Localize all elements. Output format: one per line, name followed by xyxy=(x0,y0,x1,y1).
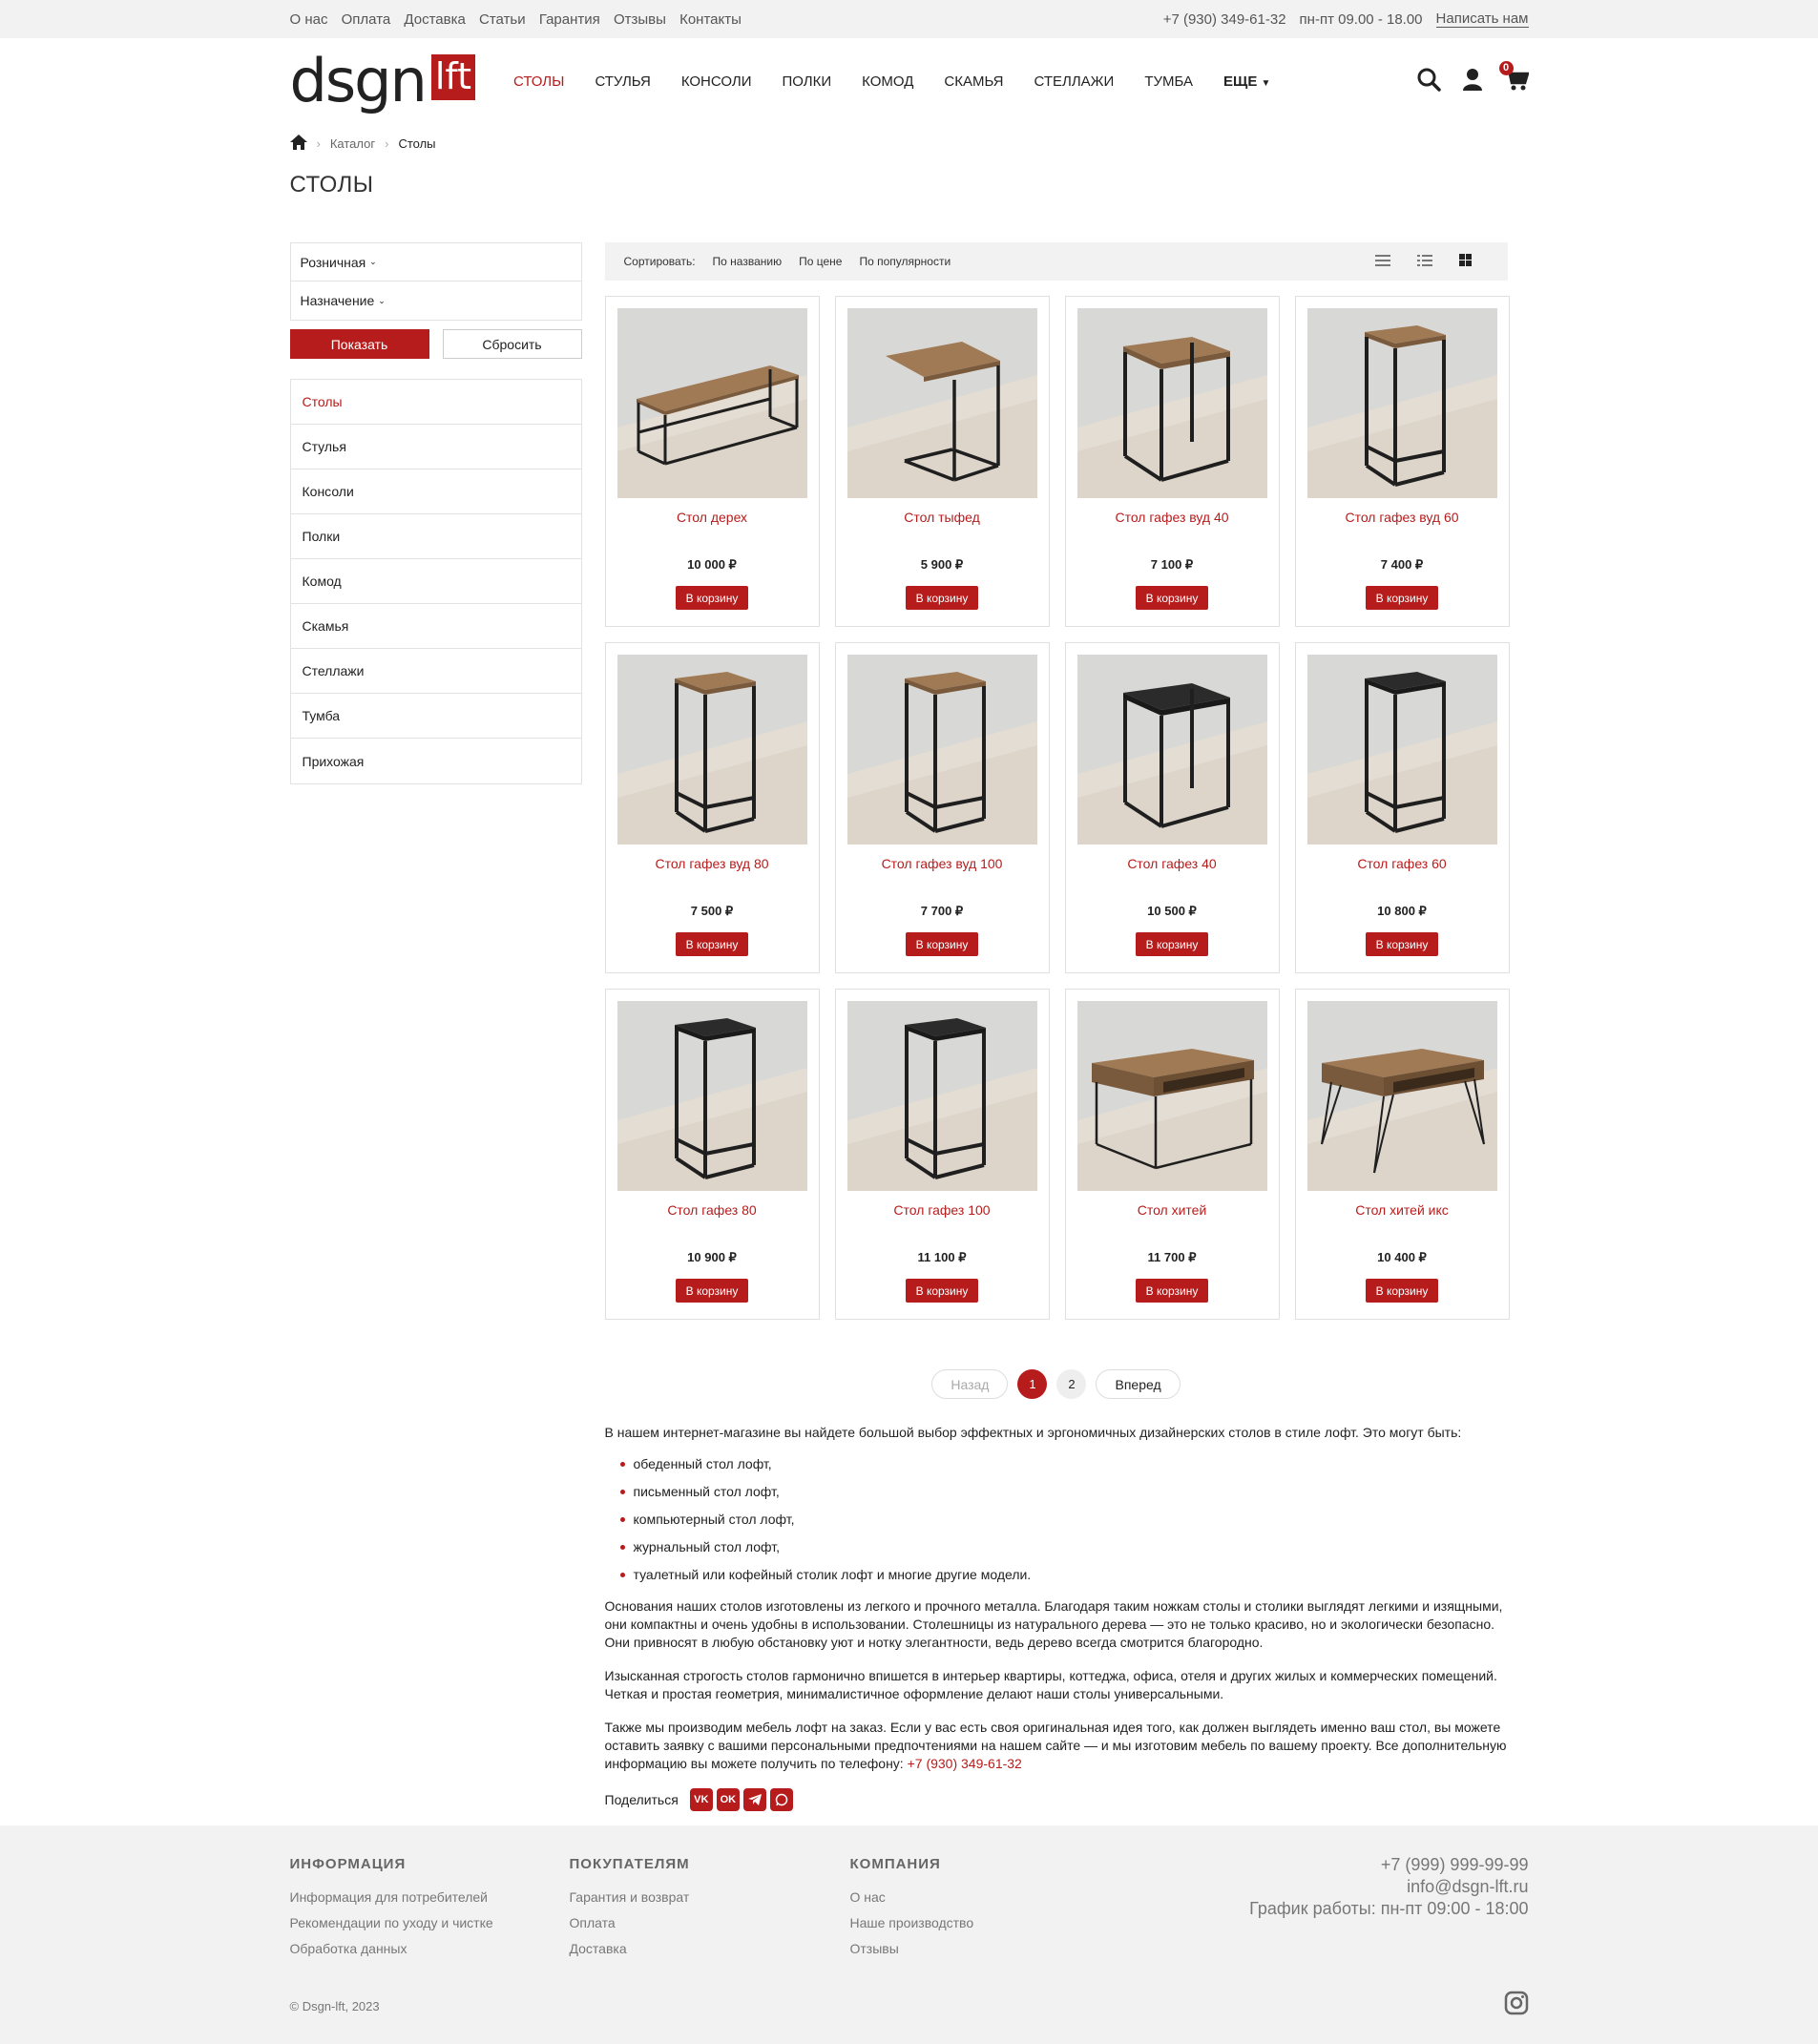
sidebar-category-item[interactable]: Комод xyxy=(291,559,581,604)
nav-more-label: ЕЩЕ xyxy=(1223,73,1258,90)
product-price: 11 700 ₽ xyxy=(1147,1250,1197,1264)
add-to-cart-button[interactable]: В корзину xyxy=(906,1279,979,1303)
chevron-down-icon: ⌄ xyxy=(369,257,377,266)
product-card[interactable] xyxy=(835,989,1050,1320)
product-name[interactable]: Стол хитей xyxy=(1137,1202,1207,1218)
instagram-icon[interactable] xyxy=(1504,1991,1529,2020)
product-card[interactable] xyxy=(605,642,820,973)
breadcrumb-current: Столы xyxy=(398,136,436,151)
logo[interactable] xyxy=(289,46,475,115)
product-image[interactable] xyxy=(1077,655,1267,845)
footer-link[interactable]: Доставка xyxy=(569,1941,627,1956)
logo-text: dsgn xyxy=(289,46,426,115)
list-item: туалетный или кофейный столик лофт и многие другие модели. xyxy=(620,1566,1508,1584)
topbar-link-reviews[interactable]: Отзывы xyxy=(613,10,666,28)
add-to-cart-button[interactable]: В корзину xyxy=(676,1279,749,1303)
pagination-page-1[interactable]: 1 xyxy=(1017,1369,1047,1399)
product-card[interactable] xyxy=(605,296,820,627)
product-price: 7 500 ₽ xyxy=(690,904,734,918)
footer-link[interactable]: Информация для потребителей xyxy=(289,1889,488,1905)
filter-box xyxy=(290,242,582,321)
product-name[interactable]: Стол гафез вуд 100 xyxy=(881,856,1003,871)
sort-bar xyxy=(605,242,1508,281)
product-grid xyxy=(605,296,1529,1320)
topbar-link-about[interactable]: О нас xyxy=(289,10,328,28)
seo-phone-link[interactable]: +7 (930) 349-61-32 xyxy=(907,1756,1022,1771)
topbar-link-delivery[interactable]: Доставка xyxy=(404,10,466,28)
product-price: 7 100 ₽ xyxy=(1150,557,1194,572)
sort-by-popularity[interactable]: По популярности xyxy=(859,255,951,268)
filter-retail-label: Розничная xyxy=(300,254,366,270)
sort-by-name[interactable]: По названию xyxy=(712,255,783,268)
show-button[interactable]: Показать xyxy=(290,329,429,359)
sidebar-category-item[interactable]: Стулья xyxy=(291,425,581,469)
footer-company-title: КОМПАНИЯ xyxy=(849,1856,941,1872)
filter-purpose[interactable] xyxy=(291,282,581,320)
pagination-next[interactable]: Вперед xyxy=(1096,1369,1180,1399)
product-card[interactable] xyxy=(1295,642,1510,973)
product-name[interactable]: Стол хитей икс xyxy=(1355,1202,1449,1218)
product-name[interactable]: Стол гафез 60 xyxy=(1357,856,1447,871)
list-item: компьютерный стол лофт, xyxy=(620,1511,1508,1529)
sidebar xyxy=(290,242,582,784)
add-to-cart-button[interactable]: В корзину xyxy=(906,586,979,610)
product-name[interactable]: Стол дерех xyxy=(676,510,748,525)
product-name[interactable]: Стол гафез вуд 60 xyxy=(1345,510,1459,525)
vk-icon[interactable]: VK xyxy=(690,1788,713,1811)
product-price: 10 000 ₽ xyxy=(687,557,737,572)
seo-list xyxy=(620,1455,1508,1584)
nav-item-shelves[interactable]: ПОЛКИ xyxy=(782,73,832,90)
whatsapp-icon[interactable] xyxy=(770,1788,793,1811)
share-label: Поделиться xyxy=(604,1791,679,1807)
product-price: 10 900 ₽ xyxy=(687,1250,737,1264)
product-image[interactable] xyxy=(1077,308,1267,498)
product-card[interactable] xyxy=(835,296,1050,627)
product-image[interactable] xyxy=(1307,1001,1497,1191)
topbar-link-articles[interactable]: Статьи xyxy=(479,10,526,28)
add-to-cart-button[interactable]: В корзину xyxy=(1366,1279,1439,1303)
sidebar-category-item[interactable]: Прихожая xyxy=(302,753,365,769)
product-price: 11 100 ₽ xyxy=(917,1250,967,1264)
footer-buyers-title: ПОКУПАТЕЛЯМ xyxy=(569,1856,690,1872)
header xyxy=(290,38,1529,124)
product-card[interactable] xyxy=(1065,296,1280,627)
chevron-down-icon: ⌄ xyxy=(378,295,386,305)
footer-link[interactable]: Обработка данных xyxy=(289,1941,407,1956)
product-image[interactable] xyxy=(617,308,807,498)
product-name[interactable]: Стол гафез вуд 40 xyxy=(1115,510,1229,525)
page xyxy=(289,134,1529,1807)
product-image[interactable] xyxy=(1307,308,1497,498)
topbar-link-contacts[interactable]: Контакты xyxy=(679,10,742,28)
product-card[interactable] xyxy=(1295,989,1510,1320)
write-us-link[interactable]: Написать нам xyxy=(1435,10,1529,27)
category-list xyxy=(290,379,582,784)
topbar-link-warranty[interactable]: Гарантия xyxy=(538,10,600,28)
footer-link[interactable]: Гарантия и возврат xyxy=(569,1889,690,1905)
breadcrumb-catalog[interactable]: Каталог xyxy=(329,136,376,151)
nav-more[interactable] xyxy=(1223,73,1270,90)
share-block xyxy=(605,1788,1508,1811)
sidebar-category-item[interactable]: Тумба xyxy=(291,694,581,739)
add-to-cart-button[interactable]: В корзину xyxy=(1136,932,1209,956)
search-icon[interactable] xyxy=(1416,67,1441,96)
product-card[interactable] xyxy=(835,642,1050,973)
product-image[interactable] xyxy=(1307,655,1497,845)
product-card[interactable] xyxy=(1065,989,1280,1320)
product-price: 7 700 ₽ xyxy=(920,904,964,918)
cart-count-badge: 0 xyxy=(1499,61,1514,75)
sidebar-category-item[interactable]: Столы xyxy=(291,380,581,425)
user-icon[interactable] xyxy=(1462,68,1483,95)
view-list-compact-icon[interactable] xyxy=(1375,255,1390,269)
sidebar-category-item[interactable]: Стеллажи xyxy=(291,649,581,694)
logo-accent: lft xyxy=(431,54,475,100)
seo-paragraph-2: Изысканная строгость столов гармонично впишется в интерьер квартиры, коттеджа, офиса, отеля и других жилых и коммерческих помещений. Четкая и простая геометрия, минималистичное оформление делают наши столы универсальными. xyxy=(604,1668,1497,1701)
footer-phone[interactable]: +7 (999) 999-99-99 xyxy=(1380,1855,1529,1874)
seo-paragraph-3 xyxy=(605,1719,1508,1773)
footer-contacts xyxy=(1249,1854,1528,1920)
footer-link[interactable]: Наше производство xyxy=(849,1915,974,1930)
seo-text xyxy=(605,1424,1508,1811)
sidebar-category-item[interactable]: Полки xyxy=(291,514,581,559)
main-nav xyxy=(513,73,1270,90)
breadcrumb xyxy=(290,134,1529,153)
product-price: 5 900 ₽ xyxy=(920,557,964,572)
list-item: обеденный стол лофт, xyxy=(620,1455,1508,1473)
list-item: журнальный стол лофт, xyxy=(620,1538,1508,1556)
copyright: © Dsgn-lft, 2023 xyxy=(289,1999,380,2013)
topbar-hours: пн-пт 09.00 - 18.00 xyxy=(1299,10,1423,28)
nav-item-nightstand[interactable]: ТУМБА xyxy=(1144,73,1194,90)
topbar xyxy=(0,0,1818,38)
product-name[interactable]: Стол гафез 80 xyxy=(667,1202,757,1218)
sidebar-category-item[interactable]: Консоли xyxy=(291,469,581,514)
seo-paragraph-3-text: Также мы производим мебель лофт на заказ. Если у вас есть своя оригинальная идея того, как должен выглядеть именно ваш стол, вы можете оставить заявку с вашими персональными предпочтениями на нашем сайте — и мы изготовим мебель по вашему проекту. Все дополнительную информацию вы можете получить по телефону: xyxy=(604,1720,1507,1771)
product-name[interactable]: Стол гафез вуд 80 xyxy=(655,856,769,871)
add-to-cart-button[interactable]: В корзину xyxy=(676,932,749,956)
footer xyxy=(0,1825,1818,2044)
footer-email[interactable]: info@dsgn-lft.ru xyxy=(1407,1877,1529,1896)
seo-intro: В нашем интернет-магазине вы найдете большой выбор эффектных и эргономичных дизайнерских столов в стиле лофт. Это могут быть: xyxy=(604,1425,1462,1440)
add-to-cart-button[interactable]: В корзину xyxy=(1136,1279,1209,1303)
nav-item-racks[interactable]: СТЕЛЛАЖИ xyxy=(1034,73,1115,90)
add-to-cart-button[interactable]: В корзину xyxy=(1366,586,1439,610)
footer-hours: График работы: пн-пт 09:00 - 18:00 xyxy=(1249,1899,1529,1918)
sort-by-price[interactable]: По цене xyxy=(799,255,843,268)
product-price: 10 500 ₽ xyxy=(1147,904,1197,918)
product-card[interactable] xyxy=(1065,642,1280,973)
product-image[interactable] xyxy=(1077,1001,1267,1191)
filter-purpose-label: Назначение xyxy=(300,293,375,308)
nav-item-chairs[interactable]: СТУЛЬЯ xyxy=(595,73,651,90)
product-price: 7 400 ₽ xyxy=(1380,557,1424,572)
nav-item-dresser[interactable]: КОМОД xyxy=(862,73,914,90)
topbar-link-payment[interactable]: Оплата xyxy=(341,10,391,28)
add-to-cart-button[interactable]: В корзину xyxy=(906,932,979,956)
product-card[interactable] xyxy=(1295,296,1510,627)
pagination xyxy=(605,1369,1508,1399)
product-card[interactable] xyxy=(605,989,820,1320)
product-image[interactable] xyxy=(617,655,807,845)
list-item: письменный стол лофт, xyxy=(620,1483,1508,1501)
view-grid-icon[interactable] xyxy=(1459,254,1472,269)
topbar-phone[interactable]: +7 (930) 349-61-32 xyxy=(1162,10,1286,28)
product-image[interactable] xyxy=(847,655,1037,845)
breadcrumb-separator: › xyxy=(385,136,389,151)
pagination-prev[interactable]: Назад xyxy=(931,1369,1008,1399)
sidebar-category-item[interactable]: Скамья xyxy=(291,604,581,649)
content xyxy=(605,242,1529,1811)
product-price: 10 800 ₽ xyxy=(1377,904,1427,918)
footer-link[interactable]: Отзывы xyxy=(849,1941,899,1956)
footer-info-column xyxy=(290,1856,538,1967)
product-name[interactable]: Стол тыфед xyxy=(904,510,980,525)
odnoklassniki-icon[interactable]: OK xyxy=(717,1788,740,1811)
product-image[interactable] xyxy=(847,1001,1037,1191)
product-image[interactable] xyxy=(617,1001,807,1191)
add-to-cart-button[interactable]: В корзину xyxy=(676,586,749,610)
product-name[interactable]: Стол гафез 100 xyxy=(893,1202,991,1218)
seo-paragraph-1: Основания наших столов изготовлены из легкого и прочного металла. Благодаря таким ножкам столы и столики выглядят легкими и изящными, они компактны и очень удобны в использовании. Столешницы из натурального дерева — это не только красиво, но и экологически безопасно. Они привносят в любую обстановку уют и нотку элегантности, ведь дерево всегда смотрится благородно. xyxy=(604,1598,1503,1650)
nav-item-consoles[interactable]: КОНСОЛИ xyxy=(680,73,752,90)
nav-item-tables[interactable]: СТОЛЫ xyxy=(512,73,565,90)
filter-retail[interactable] xyxy=(291,243,581,282)
product-image[interactable] xyxy=(847,308,1037,498)
add-to-cart-button[interactable]: В корзину xyxy=(1366,932,1439,956)
page-title: СТОЛЫ xyxy=(289,172,374,198)
reset-button[interactable]: Сбросить xyxy=(443,329,582,359)
breadcrumb-separator: › xyxy=(316,136,321,151)
footer-link[interactable]: О нас xyxy=(849,1889,886,1905)
sort-label: Сортировать: xyxy=(623,255,696,268)
footer-link[interactable]: Оплата xyxy=(569,1915,616,1930)
product-price: 10 400 ₽ xyxy=(1377,1250,1427,1264)
telegram-icon[interactable] xyxy=(743,1788,766,1811)
footer-company-column xyxy=(850,1856,1098,1967)
caret-down-icon: ▼ xyxy=(1261,77,1271,89)
add-to-cart-button[interactable]: В корзину xyxy=(1136,586,1209,610)
footer-buyers-column xyxy=(570,1856,818,1967)
footer-info-title: ИНФОРМАЦИЯ xyxy=(289,1856,407,1872)
topbar-links xyxy=(290,11,751,28)
product-name[interactable]: Стол гафез 40 xyxy=(1127,856,1217,871)
pagination-page-2[interactable]: 2 xyxy=(1056,1369,1086,1399)
view-list-icon[interactable] xyxy=(1417,255,1432,269)
home-icon[interactable] xyxy=(290,135,307,153)
nav-item-bench[interactable]: СКАМЬЯ xyxy=(944,73,1004,90)
footer-link[interactable]: Рекомендации по уходу и чистке xyxy=(289,1915,493,1930)
